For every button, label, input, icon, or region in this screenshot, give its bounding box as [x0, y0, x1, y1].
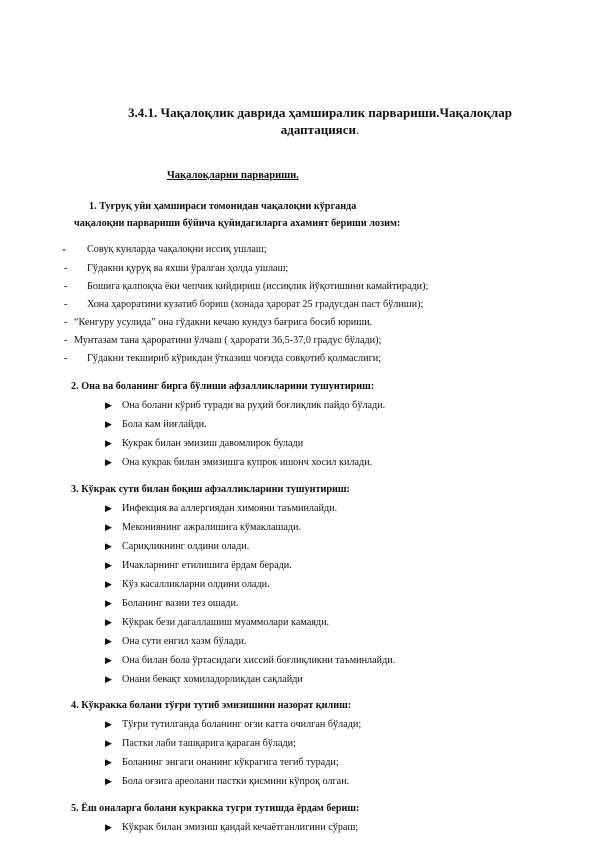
section-heading: 5. Ёш оналарга болани кукракка тугри тутишда ёрдам бериш: — [71, 803, 360, 814]
title-line-1: 3.4.1. Чақалоқлик даврида ҳамширалик парвариши.Чақалоқлар — [128, 105, 512, 120]
arrow-bullet-icon: ▶ — [105, 400, 112, 410]
subtitle: Чақалоқларни парвариши. — [167, 170, 299, 181]
title-line-2 — [110, 122, 530, 138]
list-item-text: Пастки лаби ташқарига қараган бўлади; — [122, 738, 296, 749]
list-item-text: Инфекция ва аллергиядан химояни таъминлайди. — [122, 503, 338, 514]
list-item-text: Мунтазам тана ҳароратини ўлчаш ( ҳарорати 36,5-37,0 градус бўлади); — [74, 335, 382, 346]
arrow-bullet-icon: ▶ — [105, 738, 112, 748]
list-item-text: Боланинг энгаги онанинг кўкрагига тегиб туради; — [122, 757, 339, 768]
list-item-text: Она кукрак билан эмизишга купрок ишонч хосил килади. — [122, 457, 373, 468]
arrow-bullet-icon: ▶ — [105, 541, 112, 551]
intro-line-2: чақалоқни парвариши бўйича қуйидагиларга ахамият бериши лозим: — [74, 218, 401, 229]
list-item-text: Хона ҳароратини кузатиб бориш (хонада ҳарорат 25 градусдан паст бўлиши); — [87, 299, 424, 310]
arrow-bullet-icon: ▶ — [105, 503, 112, 513]
list-item-text: Сариқликнинг олдини олади. — [122, 541, 250, 552]
list-item-text: Она болани кўриб туради ва руҳий боғлиқлик пайдо бўлади. — [122, 400, 386, 411]
list-item-text: Бошига қалпоқча ёки чепчик кийдириш (иссиқлик йўқотишини камайтиради); — [87, 281, 429, 292]
list-item-text: Боланинг вазни тез ошади. — [122, 598, 239, 609]
page-title — [110, 105, 530, 138]
arrow-bullet-icon: ▶ — [105, 457, 112, 467]
list-item-text: Кўкрак билан эмизиш қандай кечаётганлигини сўраш; — [122, 822, 359, 833]
list-item-text: Мекониянинг ажралишига кўмаклашади. — [122, 522, 302, 533]
list-item-text: Бола оғзига ареолани пастки қисмини кўпроқ олган. — [122, 776, 350, 787]
list-item-text: Она сути енгил хазм бўлади. — [122, 636, 247, 647]
list-item-text: Гўдакни қуруқ ва яхши ўралган ҳолда ушлаш; — [87, 263, 289, 274]
arrow-bullet-icon: ▶ — [105, 822, 112, 832]
title-period: . — [355, 122, 360, 137]
arrow-bullet-icon: ▶ — [105, 674, 112, 684]
section-heading: 4. Кўкракка болани тўғри тутиб эмизишини назорат қилиш: — [71, 700, 352, 711]
list-item-text: Онани бевақт хомиладорликдан сақлайди — [122, 674, 303, 685]
title-line-2-text: адаптацияси — [280, 122, 356, 137]
arrow-bullet-icon: ▶ — [105, 776, 112, 786]
section-heading: 2. Она ва боланинг бирга бўлиши афзалликларини тушунтириш: — [71, 381, 375, 392]
dash-mark: - — [64, 299, 68, 310]
dash-mark: - — [64, 263, 68, 274]
list-item-text: “Кенгуру усулида” она гўдакни кечаю кундуз бағрига босиб юриши. — [74, 317, 373, 328]
arrow-bullet-icon: ▶ — [105, 757, 112, 767]
list-item-text: Кўз касалликларни олдини олади. — [122, 579, 270, 590]
section-heading: 3. Кўкрак сути билан боқиш афзалликларини тушунтириш: — [71, 484, 350, 495]
arrow-bullet-icon: ▶ — [105, 655, 112, 665]
list-item-text: Гўдакни текшириб кўрикдан ўтказиш чоғида совқотиб қолмаслиги; — [87, 353, 382, 364]
list-item-text: Совуқ кунларда чақалоқни иссиқ ушлаш; — [87, 244, 267, 255]
arrow-bullet-icon: ▶ — [105, 438, 112, 448]
dash-mark: - — [64, 353, 68, 364]
arrow-bullet-icon: ▶ — [105, 579, 112, 589]
arrow-bullet-icon: ▶ — [105, 560, 112, 570]
list-item-text: Бола кам йиғлайди. — [122, 419, 207, 430]
dash-mark: - — [64, 335, 68, 346]
list-item-text: Она билан бола ўртасидаги хиссий боғлиқликни таъминлайди. — [122, 655, 396, 666]
dash-mark: - — [64, 281, 68, 292]
list-item-text: Тўғри тутилганда боланинг оғзи катта очилган бўлади; — [122, 719, 362, 730]
arrow-bullet-icon: ▶ — [105, 617, 112, 627]
arrow-bullet-icon: ▶ — [105, 636, 112, 646]
dash-mark: - — [64, 317, 68, 328]
arrow-bullet-icon: ▶ — [105, 598, 112, 608]
list-item-text: Ичакларнинг етилишига ёрдам беради. — [122, 560, 292, 571]
dash-mark: - — [62, 242, 66, 256]
list-item-text: Кукрак билан эмизиш давомлирок булади — [122, 438, 304, 449]
arrow-bullet-icon: ▶ — [105, 419, 112, 429]
arrow-bullet-icon: ▶ — [105, 719, 112, 729]
arrow-bullet-icon: ▶ — [105, 522, 112, 532]
intro-line-1: 1. Туғруқ уйи ҳамшираси томонидан чақалоқни кўрганда — [89, 201, 357, 212]
list-item-text: Кўкрак бези дагаллашиш муаммолари камаяди. — [122, 617, 330, 628]
